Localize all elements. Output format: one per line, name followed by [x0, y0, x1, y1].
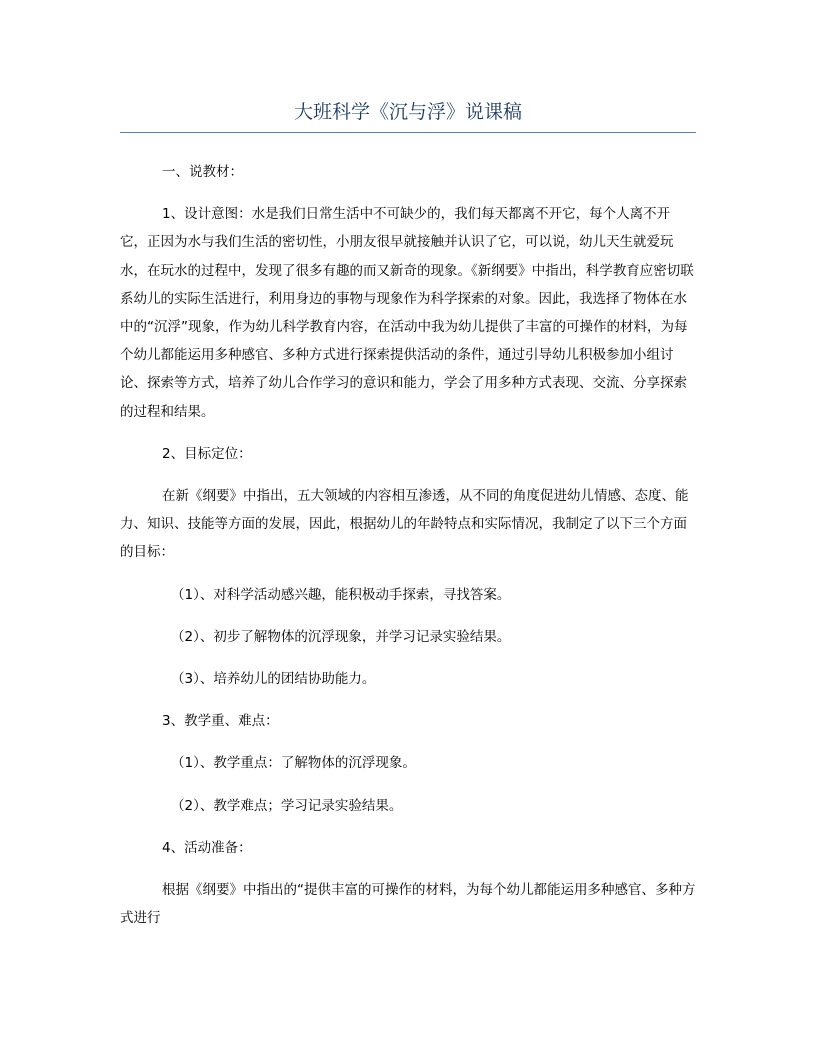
title-underline — [120, 132, 696, 133]
section-heading-textbook: 一、说教材： — [162, 164, 243, 180]
section-heading-key-points: 3、教学重、难点： — [162, 713, 279, 730]
difficulty-item: （2）、教学难点；学习记录实验结果。 — [171, 797, 403, 814]
goal-item-3: （3）、培养幼儿的团结协助能力。 — [171, 671, 376, 688]
section-heading-goals: 2、目标定位： — [162, 445, 252, 462]
key-point-item: （1）、教学重点：了解物体的沉浮现象。 — [171, 755, 416, 772]
section-heading-preparation: 4、活动准备： — [162, 839, 252, 856]
document-title: 大班科学《沉与浮》说课稿 — [293, 101, 522, 123]
document-body — [120, 158, 696, 932]
paragraph-goals-intro: 在新《纲要》中指出，五大领域的内容相互渗透，从不同的角度促进幼儿情感、态度、能力、知识、技能等方面的发展，因此，根据幼儿的年龄特点和实际情况，我制定了以下三个方面的目标： — [120, 488, 689, 561]
goal-item-1: （1）、对科学活动感兴趣，能积极动手探索，寻找答案。 — [171, 586, 511, 603]
goal-item-2: （2）、初步了解物体的沉浮现象，并学习记录实验结果。 — [171, 628, 511, 645]
paragraph-preparation: 根据《纲要》中指出的“提供丰富的可操作的材料，为每个幼儿都能运用多种感官、多种方式进行 — [120, 882, 696, 927]
paragraph-design-intent: 1、设计意图：水是我们日常生活中不可缺少的，我们每天都离不开它，每个人离不开它，正因为水与我们生活的密切性，小朋友很早就接触并认识了它，可以说，幼儿天生就爱玩水，在玩水的过程中，发现了很多有趣的而又新奇的现象。《新纲要》中指出，科学教育应密切联系幼儿的实际生活进行，利用身边的事物与现象作为科学探索的对象。因此，我选择了物体在水中的“沉浮”现象，作为幼儿科学教育内容，在活动中我为幼儿提供了丰富的可操作的材料，为每个幼儿都能运用多种感官、多种方式进行探索提供活动的条件，通过引导幼儿积极参加小组讨论、探索等方式，培养了幼儿合作学习的意识和能力，学会了用多种方式表现、交流、分享探索的过程和结果。 — [120, 206, 694, 420]
